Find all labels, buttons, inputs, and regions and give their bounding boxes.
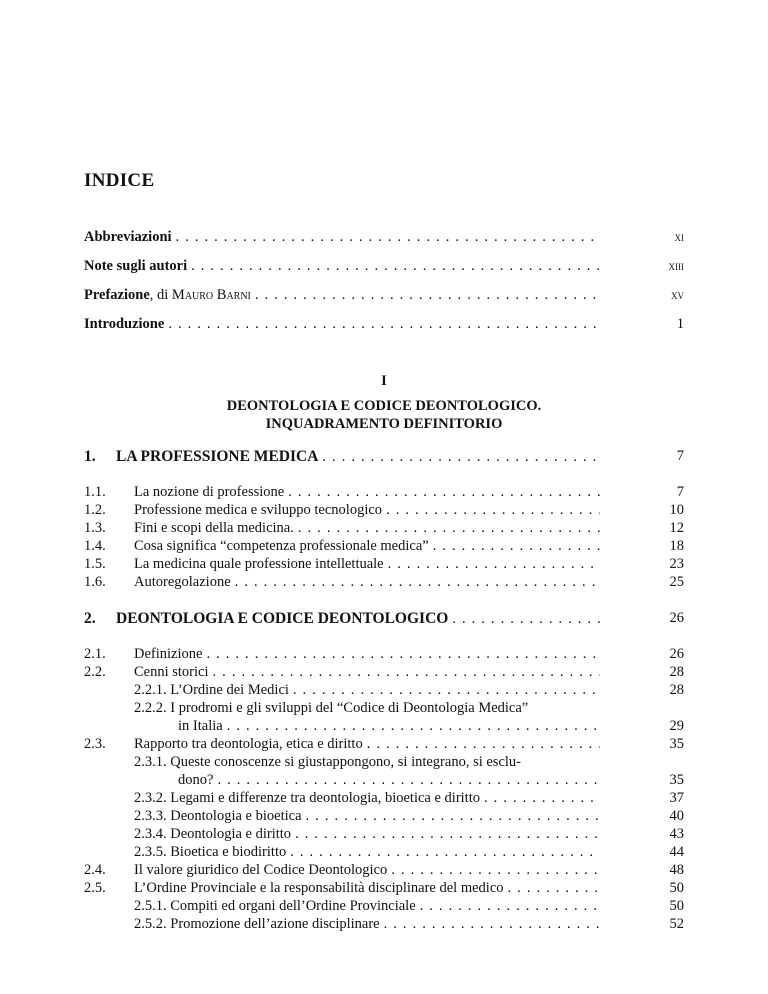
- section-title: Il valore giuridico del Codice Deontologico: [134, 862, 388, 878]
- leader-dots: [504, 880, 600, 897]
- part-title-line-1: DEONTOLOGIA E CODICE DEONTOLOGICO.: [226, 398, 542, 414]
- leader-dots: [164, 316, 600, 333]
- leader-dots: [448, 611, 600, 628]
- section-number: 2.3.: [84, 736, 106, 752]
- section-number: 1.3.: [84, 520, 106, 536]
- leader-dots: [302, 808, 600, 825]
- leader-dots: [291, 826, 600, 843]
- leader-dots: [209, 664, 600, 681]
- page-number: 1: [676, 316, 684, 332]
- section-title: 2.3.3. Deontologia e bioetica: [134, 808, 302, 824]
- page-number: 18: [669, 538, 684, 554]
- leader-dots: [251, 287, 600, 304]
- section-2-2[interactable]: [84, 664, 684, 684]
- section-2-3-2[interactable]: [84, 790, 684, 810]
- leader-dots: [223, 718, 600, 735]
- section-2-2-2[interactable]: [84, 718, 684, 738]
- leader-dots: [289, 682, 600, 699]
- section-title: Rapporto tra deontologia, etica e diritto: [134, 736, 363, 752]
- section-2-3-1[interactable]: [84, 772, 684, 792]
- leader-dots: [187, 258, 600, 275]
- page-number: 26: [669, 646, 684, 662]
- page-number: 50: [669, 880, 684, 896]
- section-title: Cenni storici: [134, 664, 209, 680]
- leader-dots: [384, 556, 600, 573]
- section-number: 1.5.: [84, 556, 106, 572]
- chapter-title: DEONTOLOGIA E CODICE DEONTOLOGICO: [116, 610, 449, 627]
- author-name: Mauro Barni: [171, 287, 251, 303]
- toc-entry-introduzione[interactable]: [84, 316, 684, 336]
- page-number: xv: [671, 287, 684, 302]
- chapter-number: 2.: [84, 610, 96, 627]
- section-title: 2.5.1. Compiti ed organi dell’Ordine Provinciale: [134, 898, 416, 914]
- page-number: 44: [669, 844, 684, 860]
- section-2-5[interactable]: [84, 880, 684, 900]
- section-title: L’Ordine Provinciale e la responsabilità disciplinare del medico: [134, 880, 504, 896]
- section-number: 1.4.: [84, 538, 106, 554]
- section-2-2-2-first-line: 2.2.2. I prodromi e gli sviluppi del “Codice di Deontologia Medica”: [134, 700, 529, 716]
- chapter-title: LA PROFESSIONE MEDICA: [116, 448, 319, 465]
- entry-label: Note sugli autori: [84, 258, 188, 274]
- section-2-4[interactable]: [84, 862, 684, 882]
- section-title: La nozione di professione: [134, 484, 285, 500]
- page-number: 48: [669, 862, 684, 878]
- leader-dots: [318, 449, 600, 466]
- page-number: 28: [669, 682, 684, 698]
- page-number: 28: [669, 664, 684, 680]
- entry-label: Abbreviazioni: [84, 229, 172, 245]
- leader-dots: [416, 898, 600, 915]
- section-title: 2.3.4. Deontologia e diritto: [134, 826, 292, 842]
- leader-dots: [284, 484, 600, 501]
- toc-entry-note-sugli-autori[interactable]: [84, 258, 684, 278]
- section-number: 2.4.: [84, 862, 106, 878]
- section-number: 1.2.: [84, 502, 106, 518]
- leader-dots: [429, 538, 600, 555]
- page-number: 10: [669, 502, 684, 518]
- leader-dots: [172, 229, 600, 246]
- page-number: 40: [669, 808, 684, 824]
- part-title: [0, 397, 768, 433]
- section-title: in Italia: [178, 718, 223, 734]
- page-number: 37: [669, 790, 684, 806]
- leader-dots: [382, 502, 600, 519]
- section-title: dono?: [178, 772, 214, 788]
- section-title: Professione medica e sviluppo tecnologico: [134, 502, 383, 518]
- toc-entry-prefazione[interactable]: [84, 287, 684, 307]
- section-title: Cosa significa “competenza professionale medica”: [134, 538, 429, 554]
- page-number: 26: [669, 610, 684, 626]
- section-number: 1.1.: [84, 484, 106, 500]
- toc-entry-abbreviazioni[interactable]: [84, 229, 684, 249]
- section-title: 2.2.1. L’Ordine dei Medici: [134, 682, 289, 698]
- leader-dots: [231, 574, 600, 591]
- page-number: 52: [669, 916, 684, 932]
- page-number: xi: [674, 229, 684, 244]
- leader-dots: [387, 862, 600, 879]
- leader-dots: [380, 916, 600, 933]
- page-number: 23: [669, 556, 684, 572]
- section-title: Definizione: [134, 646, 203, 662]
- page-number: 12: [669, 520, 684, 536]
- section-title: Autoregolazione: [134, 574, 231, 590]
- section-2-5-1[interactable]: [84, 898, 684, 918]
- page-number: 29: [669, 718, 684, 734]
- leader-dots: [363, 736, 600, 753]
- entry-label: Introduzione: [84, 316, 165, 332]
- section-2-3[interactable]: [84, 736, 684, 756]
- section-2-3-4[interactable]: [84, 826, 684, 846]
- page-number: 7: [676, 448, 684, 464]
- section-1-1[interactable]: [84, 484, 684, 504]
- section-2-1[interactable]: [84, 646, 684, 666]
- section-number: 2.2.: [84, 664, 106, 680]
- page-number: 50: [669, 898, 684, 914]
- section-title: Fini e scopi della medicina.: [134, 520, 294, 536]
- section-2-2-1[interactable]: [84, 682, 684, 702]
- page-title: INDICE: [84, 170, 155, 191]
- leader-dots: [480, 790, 600, 807]
- section-2-3-1-first-line: 2.3.1. Queste conoscenze si giustappongono, si integrano, si esclu-: [134, 754, 521, 770]
- page-number: 35: [669, 736, 684, 752]
- leader-dots: [286, 844, 600, 861]
- chapter-2[interactable]: [84, 610, 684, 630]
- page-number: 7: [676, 484, 684, 500]
- section-1-4[interactable]: [84, 538, 684, 558]
- section-number: 2.1.: [84, 646, 106, 662]
- leader-dots: [213, 772, 600, 789]
- section-1-2[interactable]: [84, 502, 684, 522]
- page-number: 35: [669, 772, 684, 788]
- section-title: 2.3.5. Bioetica e biodiritto: [134, 844, 287, 860]
- page-number: 25: [669, 574, 684, 590]
- entry-label: Prefazione: [84, 287, 150, 303]
- chapter-number: 1.: [84, 448, 96, 465]
- entry-label-rest: , di: [149, 287, 172, 303]
- section-1-5[interactable]: [84, 556, 684, 576]
- leader-dots: [294, 520, 600, 537]
- page-number: xiii: [668, 258, 684, 273]
- section-1-6[interactable]: [84, 574, 684, 594]
- chapter-1[interactable]: [84, 448, 684, 468]
- part-number: I: [381, 373, 387, 389]
- section-number: 2.5.: [84, 880, 106, 896]
- page-number: 43: [669, 826, 684, 842]
- leader-dots: [202, 646, 600, 663]
- section-1-3[interactable]: [84, 520, 684, 540]
- section-2-3-5[interactable]: [84, 844, 684, 864]
- section-title: La medicina quale professione intellettuale: [134, 556, 384, 572]
- section-title: 2.5.2. Promozione dell’azione disciplinare: [134, 916, 380, 932]
- section-2-5-2[interactable]: [84, 916, 684, 936]
- section-2-3-3[interactable]: [84, 808, 684, 828]
- section-number: 1.6.: [84, 574, 106, 590]
- section-title: 2.3.2. Legami e differenze tra deontologia, bioetica e diritto: [134, 790, 480, 806]
- part-title-line-2: INQUADRAMENTO DEFINITORIO: [265, 416, 503, 432]
